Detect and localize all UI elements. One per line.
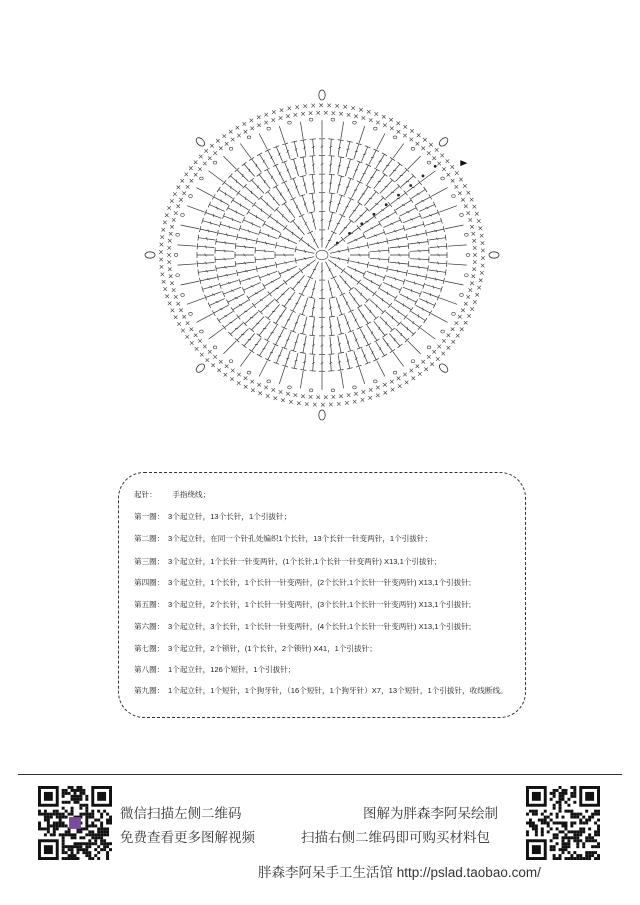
round-text: 3个起立针，13个长针，1个引拔针；: [168, 512, 292, 521]
round-label: 第九圈：: [134, 686, 165, 695]
instruction-row: [134, 578, 471, 588]
round-label: 第六圈：: [134, 622, 165, 631]
round-label: 第一圈：: [134, 512, 165, 521]
instruction-row: [134, 665, 295, 675]
instruction-row: [134, 600, 471, 610]
round-label: 第五圈：: [134, 600, 165, 609]
round-label: 起针：: [134, 490, 157, 499]
footer-right-line2: 扫描右侧二维码即可购买材料包: [301, 830, 490, 845]
footer-left-line2: 免费查看更多图解视频: [120, 830, 255, 845]
footer-left-line1: 微信扫描左侧二维码: [120, 806, 242, 821]
round-text: 1个起立针，126个短针，1个引拔针；: [168, 665, 296, 674]
qr-code-left[interactable]: [38, 786, 112, 860]
round-label: 第七圈：: [134, 644, 165, 653]
round-label: 第四圈：: [134, 578, 165, 587]
round-text: 3个起立针，在同一个针孔处编织1个长针，13个长针一针变两针，1个引拔针；: [168, 534, 433, 543]
shop-link[interactable]: 胖森李阿呆手工生活馆 http://pslad.taobao.com/: [258, 865, 541, 880]
instruction-row: [134, 644, 377, 654]
qr-logo-icon: [69, 817, 81, 829]
round-text: 3个起立针，3个长针，1个长针一针变两针，(4个长针,1个长针一针变两针) X13,1个引拔针;: [168, 622, 471, 631]
footer-divider: [18, 774, 622, 775]
round-text: 3个起立针，1个长针，1个长针一针变两针，(2个长针,1个长针一针变两针) X13,1个引拔针;: [168, 578, 471, 587]
qr-code-right[interactable]: [526, 786, 600, 860]
instruction-row: [134, 557, 436, 567]
round-text: 手指绕线；: [168, 490, 211, 499]
round-text: 3个起立针，2个锁针，(1个长针，2个锁针) X41，1个引拔针；: [168, 644, 377, 653]
round-label: 第八圈：: [134, 665, 165, 674]
instruction-row: [134, 490, 210, 500]
instruction-row: [134, 534, 432, 544]
footer-right-line1: 图解为胖森李阿呆绘制: [363, 806, 498, 821]
round-text: 1个起立针，1个短针，1个狗牙针，（16个短针，1个狗牙针）X7，13个短针，1个引拔针，收线断线。: [168, 686, 508, 695]
instruction-row: [134, 622, 471, 632]
round-text: 3个起立针，2个长针，1个长针一针变两针，(3个长针,1个长针一针变两针) X13,1个引拔针;: [168, 600, 471, 609]
round-text: 3个起立针，1个长针一针变两针，(1个长针,1个长针一针变两针) X13,1个引拔针;: [168, 557, 437, 566]
instruction-row: [134, 686, 508, 696]
round-label: 第三圈：: [134, 557, 165, 566]
instruction-row: [134, 512, 291, 522]
round-label: 第二圈：: [134, 534, 165, 543]
instructions-box: [118, 472, 526, 718]
